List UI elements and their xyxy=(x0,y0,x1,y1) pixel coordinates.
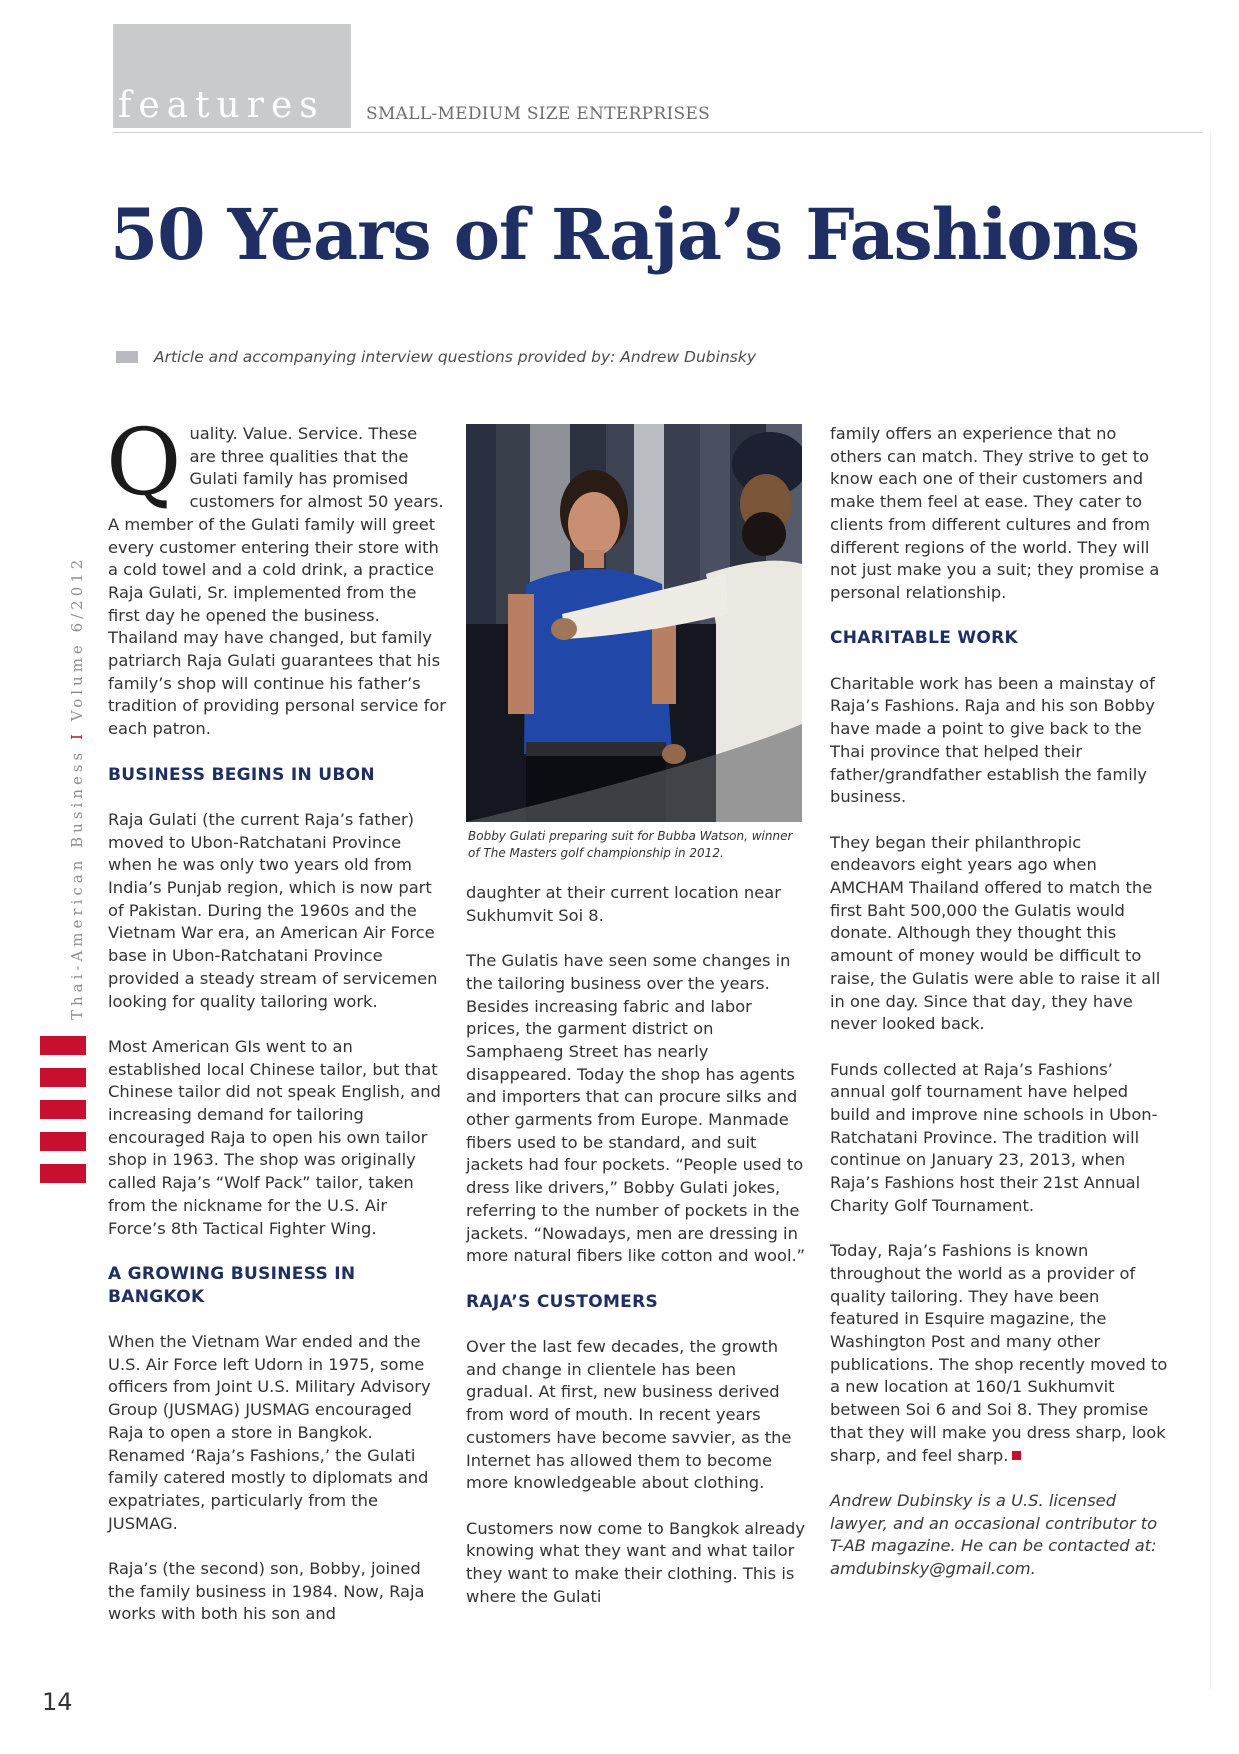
body-paragraph: The Gulatis have seen some changes in the tailoring business over the years. Besides increasing fabric and labor prices, the garment district on Samphaeng Street has nearly disappeared. Today the shop has agents and importers that can procure silks and other garments from Europe. Manmade fibers used to be standard, and suit jackets had four pockets. “People used to dress like drivers,” Bobby Gulati jokes, referring to the number of pockets in the jackets. “Nowadays, men are dressing in more natural fibers like cotton and wool.” xyxy=(466,951,806,1266)
publication-separator: I xyxy=(68,730,86,740)
header-divider xyxy=(113,132,1203,133)
body-paragraph: daughter at their current location near Sukhumvit Soi 8. xyxy=(466,883,781,925)
closing-paragraph xyxy=(830,1240,1170,1467)
section-heading: BUSINESS BEGINS IN UBON xyxy=(108,764,375,785)
body-paragraph: Raja’s (the second) son, Bobby, joined the family business in 1984. Now, Raja works with both his son and xyxy=(108,1559,425,1624)
closing-text: Today, Raja’s Fashions is known throughout the world as a provider of quality tailoring. They have been featured in Esquire magazine, the Washington Post and many other publications. The shop recently moved to a new location at 160/1 Sukhumvit between Soi 6 and Soi 8. They promise that they will make you dress sharp, look sharp, and feel sharp. xyxy=(830,1241,1168,1465)
page-number: 14 xyxy=(42,1688,73,1716)
photo-caption: Bobby Gulati preparing suit for Bubba Watson, winner of The Masters golf championship in 2012. xyxy=(468,829,793,860)
body-paragraph: Funds collected at Raja’s Fashions’ annual golf tournament have helped build and improve nine schools in Ubon-Ratchatani Province. The tradition will continue on January 23, 2013, when Raja’s Fashions host their 21st Annual Charity Golf Tournament. xyxy=(830,1059,1158,1215)
article-column-3 xyxy=(830,423,1170,1603)
end-of-article-icon xyxy=(1012,1451,1021,1460)
body-paragraph: Charitable work has been a mainstay of Raja’s Fashions. Raja and his son Bobby have made a point to give back to the Thai province that helped their father/grandfather establish the family business. xyxy=(830,673,1155,807)
photo-illustration xyxy=(466,424,802,822)
accent-bar xyxy=(40,1132,86,1151)
accent-bar xyxy=(40,1100,86,1119)
page-edge xyxy=(1210,130,1211,1690)
byline-square-icon xyxy=(116,351,138,363)
body-paragraph: They began their philanthropic endeavors eight years ago when AMCHAM Thailand offered to match the first Baht 500,000 the Gulatis would donate. Although they thought this amount of money would be difficult to raise, the Gulatis were able to raise it all in one day. Since that day, they have never looked back. xyxy=(830,832,1161,1034)
body-paragraph: Most American GIs went to an established local Chinese tailor, but that Chinese tailor did not speak English, and increasing demand for tailoring encouraged Raja to open his own tailor shop in 1963. The shop was originally called Raja’s “Wolf Pack” tailor, taken from the nickname for the U.S. Air Force’s 8th Tactical Fighter Wing. xyxy=(108,1036,441,1238)
drop-cap: Q xyxy=(106,409,182,516)
article-title: 50 Years of Raja’s Fashions xyxy=(110,193,1140,276)
byline xyxy=(116,348,756,366)
publication-name: Thai-American Business xyxy=(68,748,86,1020)
body-paragraph: family offers an experience that no others can match. They strive to get to know each one of their customers and make them feel at ease. They cater to clients from different cultures and from different regions of the world. They will not just make you a suit; they promise a personal relationship. xyxy=(830,424,1160,602)
byline-text: Article and accompanying interview questions provided by: Andrew Dubinsky xyxy=(154,348,757,366)
body-paragraph: When the Vietnam War ended and the U.S. Air Force left Udorn in 1975, some officers from Joint U.S. Military Advisory Group (JUSMAG) JUSMAG encouraged Raja to open a store in Bangkok. Renamed ‘Raja’s Fashions,’ the Gulati family catered mostly to diplomats and expatriates, particularly from the JUSMAG. xyxy=(108,1332,431,1533)
category-label: SMALL-MEDIUM SIZE ENTERPRISES xyxy=(366,104,711,124)
body-paragraph: Customers now come to Bangkok already knowing what they want and what tailor they want to make their clothing. This is where the Gulati xyxy=(466,1518,806,1606)
article-column-2 xyxy=(466,424,806,1631)
publication-vertical-label xyxy=(68,556,86,1020)
publication-volume: Volume 6/2012 xyxy=(68,555,86,722)
article-column-1 xyxy=(106,409,448,1649)
body-paragraph: Over the last few decades, the growth and change in clientele has been gradual. At first, new business derived from word of mouth. In recent years customers have become savvier, as the Internet has allowed them to become more knowledgeable about clothing. xyxy=(466,1337,792,1493)
accent-bar xyxy=(40,1164,86,1183)
accent-bar xyxy=(40,1068,86,1087)
author-bio: Andrew Dubinsky is a U.S. licensed lawyer, and an occasional contributor to T-AB magazine. He can be contacted at: amdubinsky@gmail.com. xyxy=(830,1490,1158,1579)
accent-bar xyxy=(40,1036,86,1055)
section-label: features xyxy=(118,85,325,126)
section-heading: CHARITABLE WORK xyxy=(830,628,1018,649)
section-heading: A GROWING BUSINESS IN BANGKOK xyxy=(108,1263,356,1307)
intro-paragraph xyxy=(106,409,448,741)
article-photo xyxy=(466,424,802,822)
section-heading: RAJA’S CUSTOMERS xyxy=(466,1291,659,1312)
intro-text: uality. Value. Service. These are three qualities that the Gulati family has promised customers for almost 50 years. A member of the Gulati family will greet every customer entering their store with a cold towel and a cold drink, a practice Raja Gulati, Sr. implemented from the first day he opened the business. Thailand may have changed, but family patriarch Raja Gulati guarantees that his family’s shop will continue his father’s tradition of providing personal service for each patron. xyxy=(108,424,446,739)
body-paragraph: Raja Gulati (the current Raja’s father) moved to Ubon-Ratchatani Province when he was only two years old from India’s Punjab region, which is now part of Pakistan. During the 1960s and the Vietnam War era, an American Air Force base in Ubon-Ratchatani Province provided a steady stream of servicemen looking for quality tailoring work. xyxy=(108,809,438,1011)
